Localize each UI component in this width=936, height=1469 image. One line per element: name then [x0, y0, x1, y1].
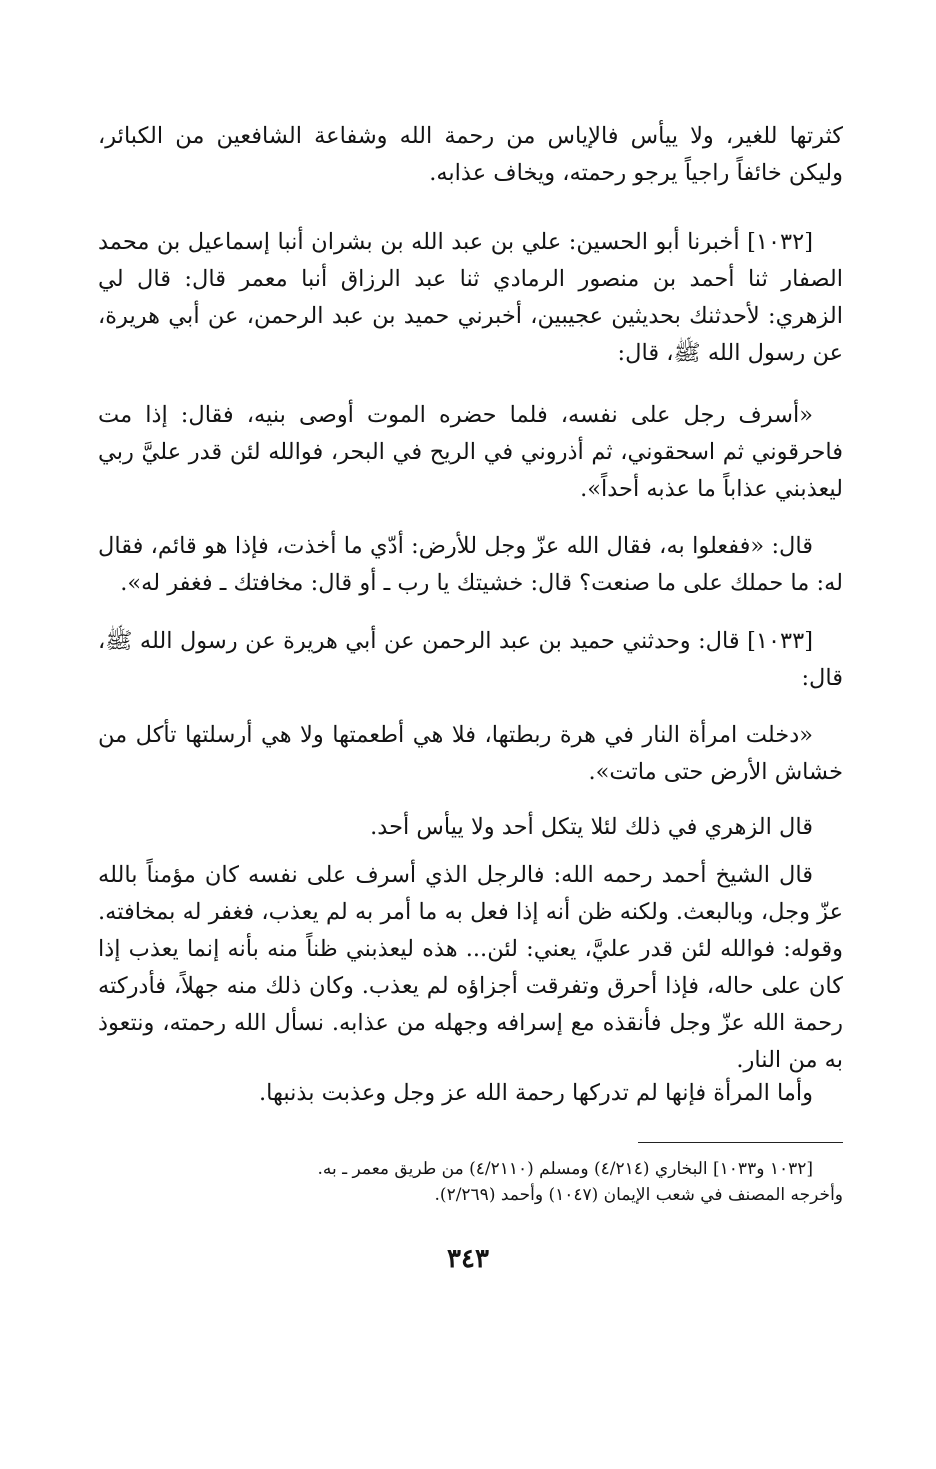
paragraph-1: كثرتها للغير، ولا ييأس فالإياس من رحمة الله وشفاعة الشافعين من الكبائر، وليكن خائفاً راجياً يرجو رحمته، ويخاف عذابه.	[98, 123, 843, 186]
footnote-line: [١٠٣٢ و١٠٣٣] البخاري (٤/٢١٤) ومسلم (٤/٢١١٠) من طريق معمر ـ به.	[317, 1159, 813, 1179]
paragraph-shaykh-commentary: قال الشيخ أحمد رحمه الله: فالرجل الذي أسرف على نفسه كان مؤمناً بالله عزّ وجل، وبالبعث. ولكنه ظن أنه إذا فعل به ما أمر به لم يعذب، فغفر له بمخافته. وقوله: فوالله لئن قدر عليَّ، يعني: لئن... هذه ليعذبني ظناً منه بأنه إنما يعذب إذا كان على حاله، فإذا أحرق وتفرقت أجزاؤه لم يعذب. وكان ذلك منه جهلاً، فأدركته رحمة الله عزّ وجل فأنقذه مع إسرافه وجهله من عذابه. نسأل الله رحمته، ونتعوذ به من النار.	[98, 862, 843, 1073]
paragraph-hadith-1033-isnad: [١٠٣٣] قال: وحدثني حميد بن عبد الرحمن عن أبي هريرة عن رسول الله ﷺ، قال:	[98, 628, 843, 691]
paragraph-hadith-1033-matn: «دخلت امرأة النار في هرة ربطتها، فلا هي أطعمتها ولا هي أرسلتها تأكل من خشاش الأرض حتى ماتت».	[98, 722, 843, 785]
paragraph-hadith-1032-isnad: [١٠٣٢] أخبرنا أبو الحسين: علي بن عبد الله بن بشران أنبا إسماعيل بن محمد الصفار ثنا أحمد بن منصور الرمادي ثنا عبد الرزاق أنبا معمر قال: قال لي الزهري: لأحدثنك بحديثين عجيبين، أخبرني حميد بن عبد الرحمن، عن أبي هريرة، عن رسول الله ﷺ، قال:	[98, 229, 843, 366]
paragraph-zuhri-comment: قال الزهري في ذلك لئلا يتكل أحد ولا ييأس أحد.	[370, 814, 813, 840]
footnote-line: وأخرجه المصنف في شعب الإيمان (١٠٤٧) وأحمد (٢/٢٦٩).	[434, 1185, 843, 1205]
paragraph-hadith-1032-continuation: قال: «ففعلوا به، فقال الله عزّ وجل للأرض: أدّي ما أخذت، فإذا هو قائم، فقال له: ما حملك على ما صنعت؟ قال: خشيتك يا رب ـ أو قال: مخافتك ـ فغفر له».	[98, 533, 843, 596]
paragraph-woman-note: وأما المرأة فإنها لم تدركها رحمة الله عز وجل وعذبت بذنبها.	[259, 1080, 813, 1106]
page-number: ٣٤٣	[447, 1244, 489, 1274]
footnotes	[98, 1156, 843, 1208]
footnote-separator	[638, 1142, 843, 1143]
paragraph-hadith-1032-matn: «أسرف رجل على نفسه، فلما حضره الموت أوصى بنيه، فقال: إذا مت فاحرقوني ثم اسحقوني، ثم أذروني في الريح في البحر، فوالله لئن قدر عليَّ ربي ليعذبني عذاباً ما عذبه أحداً».	[98, 402, 843, 502]
